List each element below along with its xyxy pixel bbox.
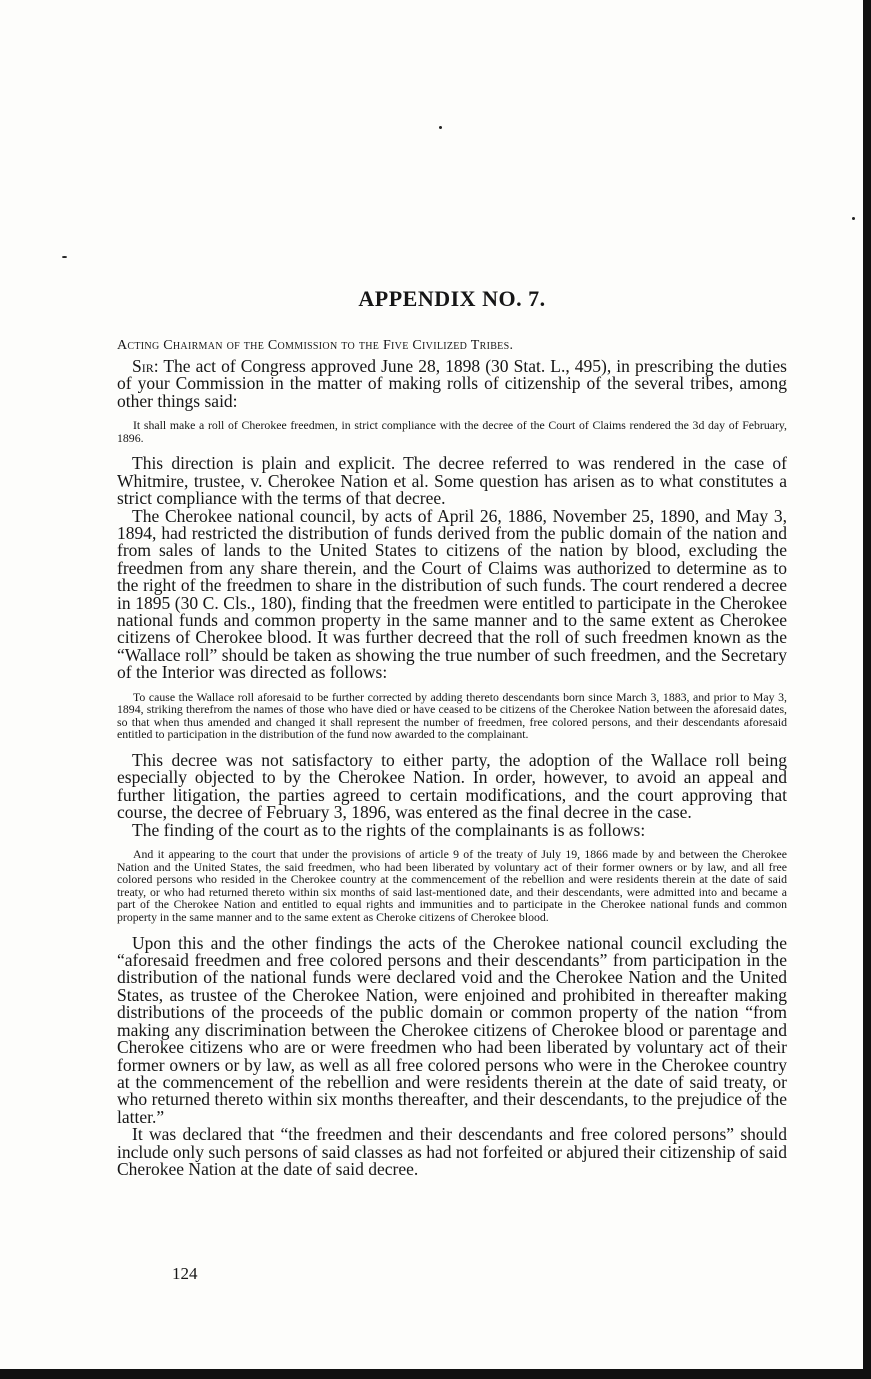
scan-edge-right bbox=[863, 0, 871, 1379]
page-number: 124 bbox=[172, 1264, 198, 1283]
body-paragraph: The finding of the court as to the rights of the complainants is as follows: bbox=[132, 819, 646, 840]
body-paragraph: The Cherokee national council, by acts of April 26, 1886, November 25, 1890, and May 3, 1894, had restricted the distribution of funds derived from the public domain of the nation and from sales of lands to the United States to citizens of the nation by blood, excluding the freedmen from any share therein, and the Court of Claims was authorized to determine as to the right of the freedmen to share in the distribution of such funds. The court rendered a decree in 1895 (30 C. Cls., 180), finding that the freedmen were entitled to participate in the Cherokee national funds and common property in the same manner and to the same extent as Cherokee citizens of Cherokee blood. It was further decreed that the roll of such freedmen known as the “Wallace roll” should be taken as showing the true number of such freedmen, and the Secretary of the Interior was directed as follows: bbox=[117, 505, 787, 683]
scan-speck bbox=[62, 256, 67, 258]
scan-speck bbox=[852, 217, 855, 220]
scan-speck bbox=[439, 126, 442, 129]
text-column bbox=[117, 284, 787, 1178]
block-quote: It shall make a roll of Cherokee freedmen, in strict compliance with the decree of the Court of Claims rendered the 3d day of February, 1896. bbox=[117, 418, 787, 445]
block-quote: To cause the Wallace roll aforesaid to be further corrected by adding thereto descendants born since March 3, 1883, and prior to May 3, 1894, striking therefrom the names of those who have died or have ceased to be citizens of the Cherokee Nation between the aforesaid dates, so that when thus amended and changed it shall represent the number of freedmen, free colored persons, and their descendants aforesaid entitled to participation in the distribution of the fund now awarded to the complainant. bbox=[117, 689, 787, 742]
block-quote: And it appearing to the court that under the provisions of article 9 of the treaty of July 19, 1866 made by and between the Cherokee Nation and the United States, the said freedmen, who had been liberated by voluntary act of their former owners or by law, and all free colored persons who resided in the Cherokee country at the commencement of the rebellion and were residents therein at the date of said treaty, or who had returned thereto within six months of said last-mentioned date, and their descendants, were admitted into and became a part of the Cherokee Nation and entitled to equal rights and immunities and to participate in the Cherokee national funds and common property in the same manner and to the same extent as Cheroke citizens of Cherokee blood. bbox=[117, 847, 787, 925]
body-paragraph: This direction is plain and explicit. The decree referred to was rendered in the case of Whitmire, trustee, v. Cherokee Nation et al. Some question has arisen as to what constitutes a strict compliance with the terms of that decree. bbox=[117, 453, 787, 509]
body-paragraph bbox=[117, 358, 787, 410]
page-title: APPENDIX NO. 7. bbox=[358, 286, 546, 311]
paragraph-text: The act of Congress approved June 28, 1898 (30 Stat. L., 495), in prescribing the duties of your Commission in the matter of making rolls of citizenship of the several tribes, among other things said: bbox=[117, 356, 787, 411]
scan-edge-bottom bbox=[0, 1369, 871, 1379]
addressee-line: Acting Chairman of the Commission to the Five Civilized Tribes. bbox=[117, 338, 514, 353]
body-paragraph: This decree was not satisfactory to either party, the adoption of the Wallace roll being especially objected to by the Cherokee Nation. In order, however, to avoid an appeal and further litigation, the parties agreed to certain modifications, and the court approving that course, the decree of February 3, 1896, was entered as the final decree in the case. bbox=[117, 750, 787, 823]
salutation: Sir: bbox=[132, 356, 159, 376]
body-paragraph: It was declared that “the freedmen and their descendants and free colored persons” should include only such persons of said classes as had not forfeited or abjured their citizenship of said Cherokee Nation at the date of said decree. bbox=[117, 1124, 787, 1179]
body-paragraph: Upon this and the other findings the acts of the Cherokee national council excluding the “aforesaid freedmen and free colored persons and their descendants” from participation in the distribution of the national funds were declared void and the Cherokee Nation and the United States, as trustee of the Cherokee Nation, were enjoined and prohibited in thereafter making distributions of the proceeds of the public domain or common property of the nation “from making any discrimination between the Cherokee citizens of Cherokee blood or parentage and Cherokee citizens who are or were freedmen who had been liberated by voluntary act of their former owners or by law, as well as all free colored persons who were in the Cherokee country at the commencement of the rebellion and were residents therein at the date of said treaty, or who returned thereto within six months thereafter, and their descendants, to the prejudice of the latter.” bbox=[117, 932, 787, 1127]
